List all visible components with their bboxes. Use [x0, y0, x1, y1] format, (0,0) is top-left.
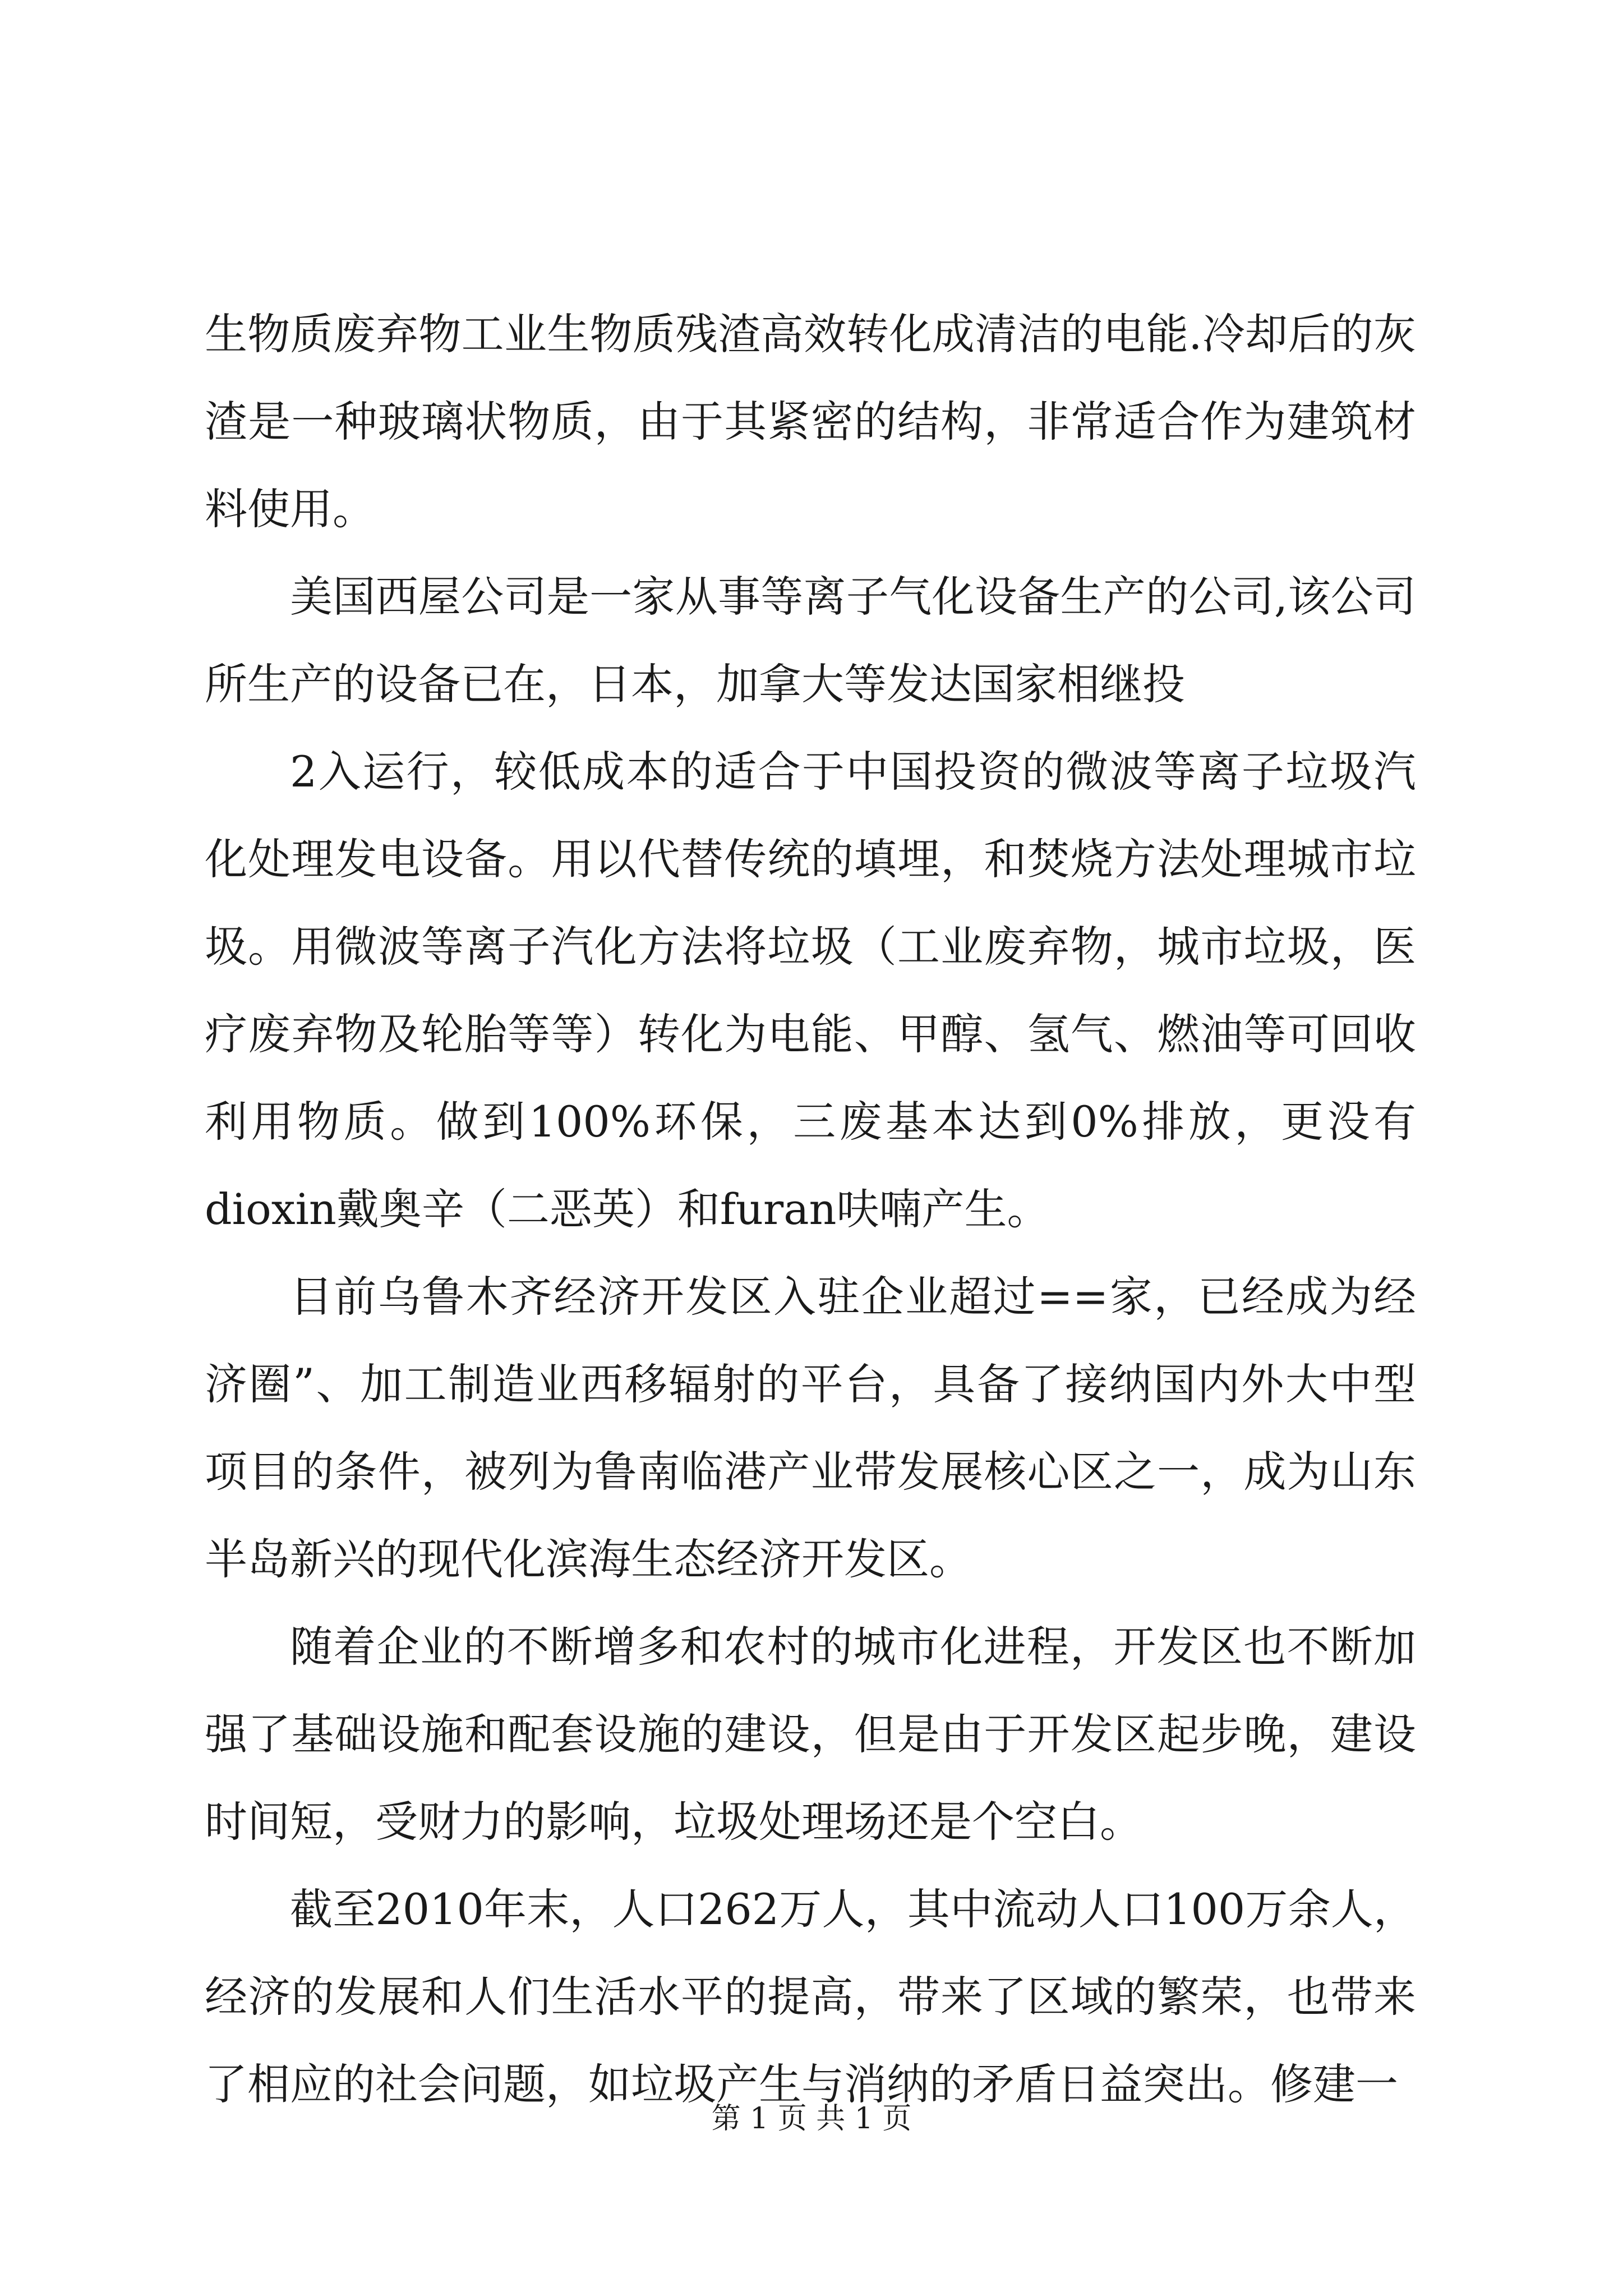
- paragraph-6: 截至2010年末，人口262万人，其中流动人口100万余人，经济的发展和人们生活水平的提高，带来了区域的繁荣，也带来了相应的社会问题，如垃圾产生与消纳的矛盾日益突出。修建一: [205, 1884, 1416, 2109]
- paragraph-3: 2入运行，较低成本的适合于中国投资的微波等离子垃圾汽化处理发电设备。用以代替传统的填埋，和焚烧方法处理城市垃圾。用微波等离子汽化方法将垃圾（工业废弃物，城市垃圾，医疗废弃物及轮胎等等）转化为电能、甲醇、氢气、燃油等可回收利用物质。做到100%环保，三废基本达到0%排放，更没有dioxin戴奥辛（二恶英）和furan呋喃产生。: [205, 747, 1416, 1234]
- paragraph-2: 美国西屋公司是一家从事等离子气化设备生产的公司,该公司所生产的设备已在，日本，加拿大等发达国家相继投: [205, 572, 1416, 709]
- document-body: [205, 291, 1416, 2128]
- paragraph-1: 生物质废弃物工业生物质残渣高效转化成清洁的电能.冷却后的灰渣是一种玻璃状物质，由于其紧密的结构，非常适合作为建筑材料使用。: [205, 309, 1416, 534]
- paragraph-5: 随着企业的不断增多和农村的城市化进程，开发区也不断加强了基础设施和配套设施的建设，但是由于开发区起步晚，建设时间短，受财力的影响，垃圾处理场还是个空白。: [205, 1622, 1416, 1847]
- paragraph-4: 目前乌鲁木齐经济开发区入驻企业超过==家，已经成为经济圈”、加工制造业西移辐射的平台，具备了接纳国内外大中型项目的条件，被列为鲁南临港产业带发展核心区之一，成为山东半岛新兴的现代化滨海生态经济开发区。: [205, 1272, 1416, 1584]
- page-footer: 第 1 页 共 1 页: [711, 2102, 912, 2136]
